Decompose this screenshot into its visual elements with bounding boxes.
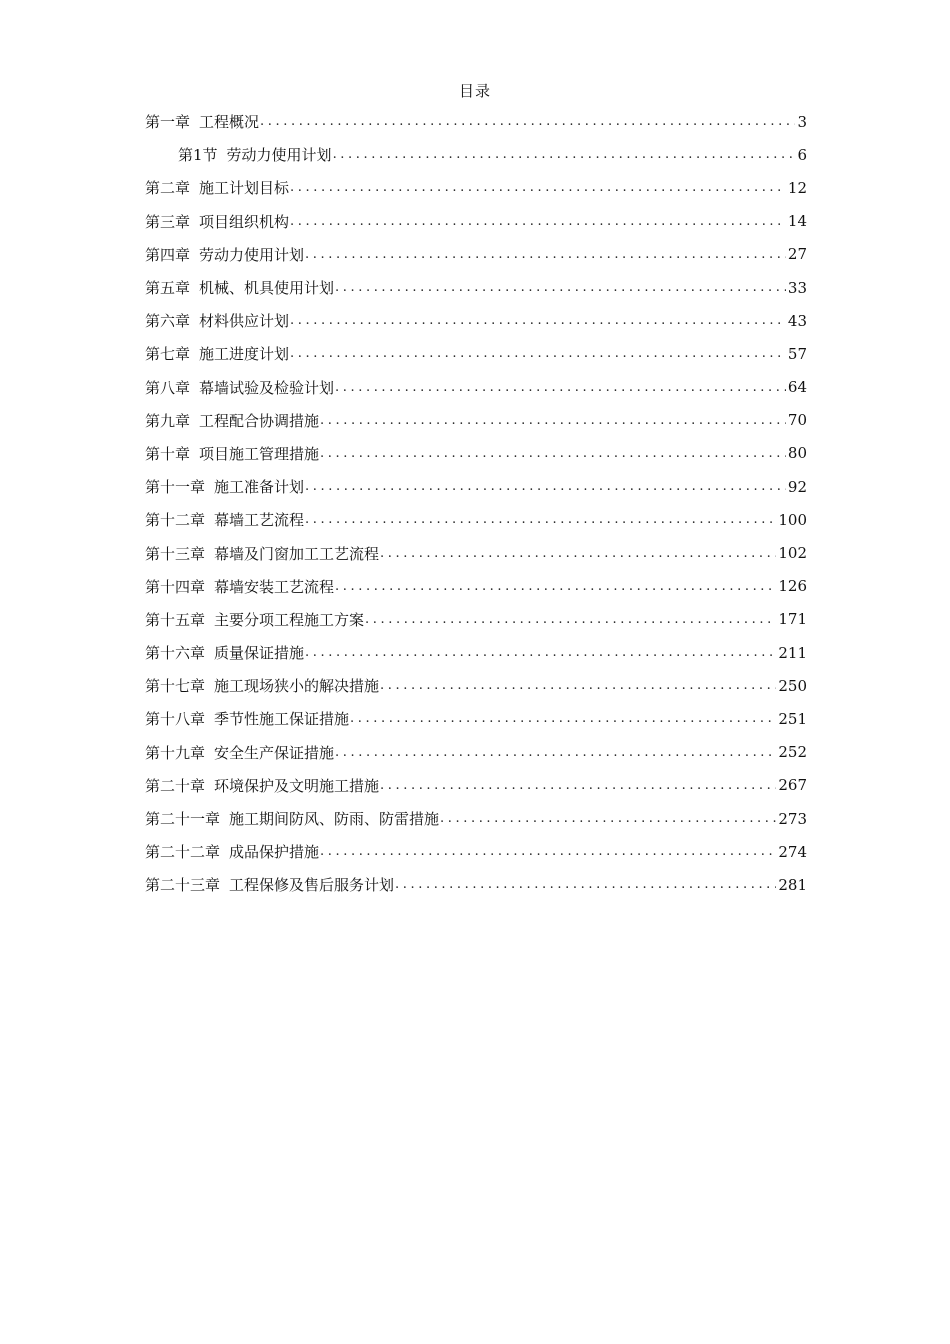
toc-dot-leader xyxy=(320,413,786,428)
toc-entry-chapter[interactable] xyxy=(145,636,807,669)
toc-entry-text: 施工期间防风、防雨、防雷措施 xyxy=(229,810,440,829)
toc-dot-leader xyxy=(395,877,776,892)
toc-entry-number: 第三章 xyxy=(145,212,191,231)
toc-title: 目录 xyxy=(458,82,491,100)
toc-entry-chapter[interactable] xyxy=(145,337,807,370)
toc-dot-leader xyxy=(440,811,776,826)
toc-entry-chapter[interactable] xyxy=(145,238,807,271)
toc-entry-number: 第十六章 xyxy=(145,644,206,663)
toc-entry-page-number: 102 xyxy=(778,544,807,563)
toc-dot-leader xyxy=(335,579,776,594)
toc-entry-chapter[interactable] xyxy=(145,404,807,437)
toc-entry-number: 第二十章 xyxy=(145,776,206,795)
toc-entry-number: 第二章 xyxy=(145,179,191,198)
toc-entry-chapter[interactable] xyxy=(145,536,807,569)
toc-entry-label xyxy=(145,675,379,696)
toc-entry-text: 劳动力使用计划 xyxy=(226,146,332,165)
toc-entry-chapter[interactable] xyxy=(145,371,807,404)
toc-entry-number: 第一章 xyxy=(145,113,191,132)
toc-entry-chapter[interactable] xyxy=(145,570,807,603)
toc-entry-section[interactable] xyxy=(145,138,807,171)
toc-dot-leader xyxy=(260,114,795,129)
toc-dot-leader xyxy=(365,612,776,627)
toc-entry-number: 第十八章 xyxy=(145,710,206,729)
toc-entry-page-number: 3 xyxy=(797,112,807,131)
toc-dot-leader xyxy=(305,479,786,494)
toc-entry-label xyxy=(145,742,334,763)
toc-entry-page-number: 57 xyxy=(787,344,807,363)
toc-entry-page-number: 211 xyxy=(778,643,807,662)
toc-dot-leader xyxy=(290,180,786,195)
toc-entry-page-number: 27 xyxy=(787,245,807,264)
toc-dot-leader xyxy=(350,711,776,726)
toc-entry-number: 第八章 xyxy=(145,378,191,397)
toc-dot-leader xyxy=(320,446,786,461)
toc-entry-chapter[interactable] xyxy=(145,503,807,536)
toc-entry-text: 工程保修及售后服务计划 xyxy=(229,876,395,895)
toc-entry-label xyxy=(145,111,259,132)
toc-entry-text: 施工进度计划 xyxy=(199,345,290,364)
toc-entry-page-number: 12 xyxy=(787,178,807,197)
toc-entry-page-number: 171 xyxy=(778,610,807,629)
toc-entry-number: 第六章 xyxy=(145,312,191,331)
toc-entry-page-number: 14 xyxy=(787,212,807,231)
toc-entry-number: 第十章 xyxy=(145,444,191,463)
toc-entry-label xyxy=(145,443,319,464)
toc-dot-leader xyxy=(305,512,776,527)
toc-entry-number: 第五章 xyxy=(145,279,191,298)
toc-entry-text: 主要分项工程施工方案 xyxy=(214,610,365,629)
toc-entry-page-number: 92 xyxy=(787,477,807,496)
toc-entry-text: 幕墙试验及检验计划 xyxy=(199,378,335,397)
toc-entry-label xyxy=(145,310,289,331)
toc-entry-number: 第十九章 xyxy=(145,743,206,762)
toc-entry-page-number: 64 xyxy=(787,378,807,397)
toc-entry-page-number: 80 xyxy=(787,444,807,463)
toc-entry-text: 季节性施工保证措施 xyxy=(214,710,350,729)
toc-dot-leader xyxy=(380,678,776,693)
toc-entry-text: 施工准备计划 xyxy=(214,478,305,497)
toc-entry-page-number: 250 xyxy=(778,676,807,695)
toc-dot-leader xyxy=(290,214,786,229)
toc-entry-page-number: 43 xyxy=(787,311,807,330)
toc-entry-page-number: 100 xyxy=(778,510,807,529)
toc-entry-text: 幕墙工艺流程 xyxy=(214,511,305,530)
toc-entry-text: 幕墙安装工艺流程 xyxy=(214,577,335,596)
toc-entry-chapter[interactable] xyxy=(145,105,807,138)
toc-entry-label xyxy=(145,609,364,630)
toc-entry-chapter[interactable] xyxy=(145,802,807,835)
toc-entry-text: 安全生产保证措施 xyxy=(214,743,335,762)
toc-entry-text: 工程配合协调措施 xyxy=(199,411,320,430)
toc-entry-number: 第十一章 xyxy=(145,478,206,497)
toc-entry-chapter[interactable] xyxy=(145,171,807,204)
toc-entry-page-number: 126 xyxy=(778,577,807,596)
toc-entry-text: 劳动力使用计划 xyxy=(199,245,305,264)
toc-entry-number: 第二十一章 xyxy=(145,810,221,829)
toc-dot-leader xyxy=(335,380,786,395)
toc-entry-page-number: 252 xyxy=(778,743,807,762)
toc-entry-page-number: 267 xyxy=(778,776,807,795)
toc-entry-page-number: 251 xyxy=(778,709,807,728)
toc-entry-label xyxy=(145,410,319,431)
toc-entry-text: 机械、机具使用计划 xyxy=(199,279,335,298)
toc-dot-leader xyxy=(333,147,796,162)
toc-entry-number: 第十三章 xyxy=(145,544,206,563)
toc-entry-number: 第二十二章 xyxy=(145,843,221,862)
toc-entry-chapter[interactable] xyxy=(145,702,807,735)
toc-entry-number: 第十七章 xyxy=(145,677,206,696)
toc-dot-leader xyxy=(320,844,776,859)
toc-entry-label xyxy=(145,277,334,298)
toc-entry-chapter[interactable] xyxy=(145,205,807,238)
toc-entry-chapter[interactable] xyxy=(145,835,807,868)
toc-entry-chapter[interactable] xyxy=(145,736,807,769)
toc-entry-label xyxy=(145,841,319,862)
toc-entry-chapter[interactable] xyxy=(145,470,807,503)
toc-entry-text: 工程概况 xyxy=(199,113,260,132)
toc-entry-label xyxy=(145,377,334,398)
toc-entry-text: 项目施工管理措施 xyxy=(199,444,320,463)
toc-entry-label xyxy=(145,874,394,895)
toc-entry-label xyxy=(145,808,439,829)
toc-entry-text: 质量保证措施 xyxy=(214,644,305,663)
toc-entry-chapter[interactable] xyxy=(145,603,807,636)
toc-entry-number: 第十二章 xyxy=(145,511,206,530)
toc-entry-chapter[interactable] xyxy=(145,304,807,337)
toc-entry-label xyxy=(145,509,304,530)
toc-entry-number: 第十四章 xyxy=(145,577,206,596)
toc-entry-chapter[interactable] xyxy=(145,868,807,901)
toc-entry-page-number: 6 xyxy=(797,145,807,164)
toc-entry-page-number: 273 xyxy=(778,809,807,828)
toc-entry-label xyxy=(145,708,349,729)
toc-entry-text: 成品保护措施 xyxy=(229,843,320,862)
toc-entry-page-number: 70 xyxy=(787,411,807,430)
toc-entry-label xyxy=(145,244,304,265)
toc-dot-leader xyxy=(380,778,776,793)
toc-dot-leader xyxy=(335,280,786,295)
toc-entry-text: 幕墙及门窗加工工艺流程 xyxy=(214,544,380,563)
toc-entry-label xyxy=(145,343,289,364)
toc-entry-label xyxy=(145,476,304,497)
toc-entry-number: 第四章 xyxy=(145,245,191,264)
toc-entry-text: 施工现场狭小的解决措施 xyxy=(214,677,380,696)
toc-entry-text: 施工计划目标 xyxy=(199,179,290,198)
toc-entry-chapter[interactable] xyxy=(145,769,807,802)
toc-entry-text: 材料供应计划 xyxy=(199,312,290,331)
toc-entry-number: 第1节 xyxy=(178,146,218,165)
toc-entry-page-number: 274 xyxy=(778,842,807,861)
toc-entry-text: 环境保护及文明施工措施 xyxy=(214,776,380,795)
toc-entry-number: 第十五章 xyxy=(145,610,206,629)
toc-entry-label xyxy=(145,642,304,663)
toc-dot-leader xyxy=(290,313,786,328)
toc-dot-leader xyxy=(305,645,776,660)
toc-entry-label xyxy=(145,211,289,232)
toc-entry-number: 第二十三章 xyxy=(145,876,221,895)
toc-entry-label xyxy=(178,144,332,165)
toc-dot-leader xyxy=(335,745,776,760)
toc-entry-label xyxy=(145,177,289,198)
toc-entry-label xyxy=(145,543,379,564)
toc-entry-chapter[interactable] xyxy=(145,437,807,470)
toc-entry-chapter[interactable] xyxy=(145,669,807,702)
toc-entry-label xyxy=(145,775,379,796)
toc-entry-number: 第七章 xyxy=(145,345,191,364)
toc-entry-page-number: 281 xyxy=(778,875,807,894)
toc-entry-chapter[interactable] xyxy=(145,271,807,304)
toc-list xyxy=(145,105,807,902)
toc-entry-page-number: 33 xyxy=(787,278,807,297)
toc-dot-leader xyxy=(380,546,776,561)
toc-entry-number: 第九章 xyxy=(145,411,191,430)
toc-dot-leader xyxy=(305,247,786,262)
toc-dot-leader xyxy=(290,346,786,361)
toc-entry-text: 项目组织机构 xyxy=(199,212,290,231)
toc-entry-label xyxy=(145,576,334,597)
